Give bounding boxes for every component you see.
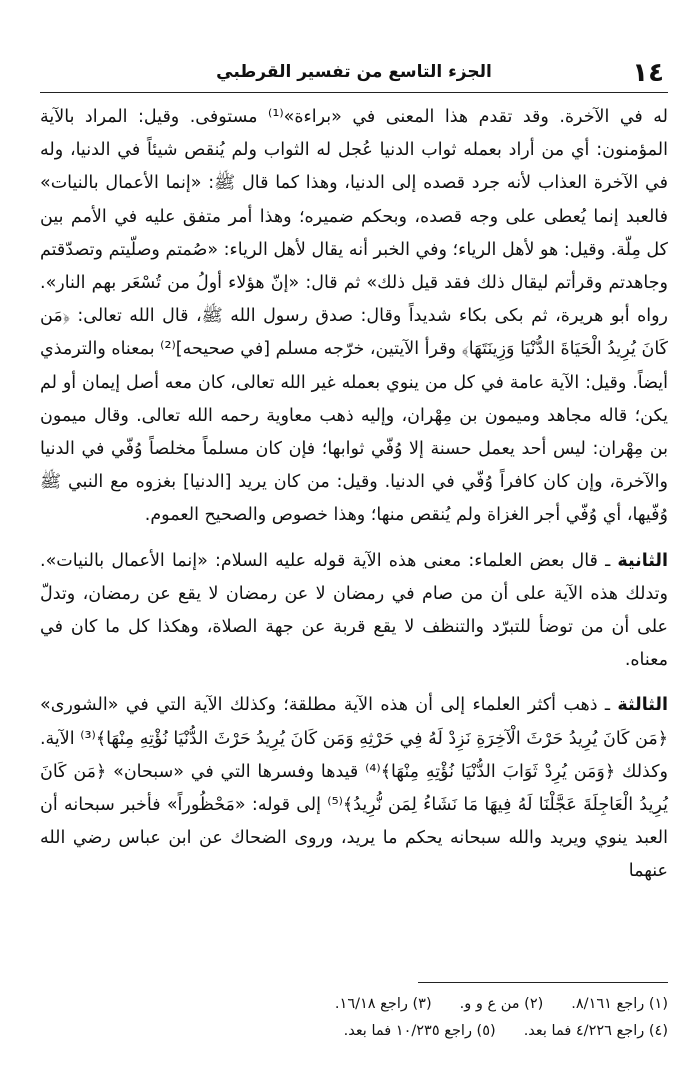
paragraph-lead: الثانية	[617, 550, 668, 571]
body-text	[40, 101, 668, 889]
footnote: (٥) راجع ١٠/٢٣٥ فما بعد.	[343, 1023, 496, 1039]
footnote: (٢) من ع و و.	[459, 996, 544, 1012]
paragraph	[40, 101, 668, 533]
footnotes	[40, 982, 668, 1045]
paragraph-lead: الثالثة	[617, 695, 668, 716]
paragraph-text: ـ قال بعض العلماء: معنى هذه الآية قوله عليه السلام: «إنما الأعمال بالنيات». وتدلك هذه الآية على أن من صام في رمضان لا عن رمضان لا يقع عن رمضان، وتدلّ على أن من توضأ للتبرّد والتنظف لا يقع قربة عن جهة الصلاة، وهكذا كل ما كان في معناه.	[40, 550, 668, 671]
running-header	[40, 52, 668, 93]
paragraph-text: له في الآخرة. وقد تقدم هذا المعنى في «براءة»⁽¹⁾ مستوفى. وقيل: المراد بالآية المؤمنون: أي من أراد بعمله ثواب الدنيا عُجل له الثواب ولم يُنقص شيئاً في الدنيا، وله في الآخرة العذاب لأنه جرد قصده إلى الدنيا، وهذا كما قال ﷺ: «إنما الأعمال بالنيات» فالعبد إنما يُعطى على وجه قصده، وبحكم ضميره؛ وهذا أمر متفق عليه في الأمم بين كل مِلّة. وقيل: هو لأهل الرياء؛ وفي الخبر أنه يقال لأهل الرياء: «صُمتم وصلّيتم وتصدّقتم وجاهدتم وقرأتم ليقال ذلك فقد قيل ذلك» ثم قال: «إنّ هؤلاء أولُ من تُسْعَر بهم النار». رواه أبو هريرة، ثم بكى بكاء شديداً وقال: صدق رسول الله ﷺ، قال الله تعالى: ﴿مَن كَانَ يُرِيدُ الْحَيَاةَ الدُّنْيَا وَزِينَتَهَا﴾ وقرأ الآيتين، خرّجه مسلم [في صحيحه]⁽²⁾ بمعناه والترمذي أيضاً. وقيل: الآية عامة في كل من ينوي بعمله غير الله تعالى، كان معه أصل إيمان أو لم يكن؛ قاله مجاهد وميمون بن مِهْران، وإليه ذهب معاوية رحمه الله تعالى. وقال ميمون بن مِهْران: ليس أحد يعمل حسنة إلا وُفّي ثوابها؛ فإن كان مسلماً مخلصاً وُفّي في الدنيا والآخرة، وإن كان كافراً وُفّي في الدنيا. وقيل: من كان يريد [الدنيا] بغزوه مع النبي ﷺ وُفّيها، أي وُفّي أجر الغزاة ولم يُنقص منها؛ وهذا خصوص والصحيح العموم.	[40, 107, 668, 526]
footnote-row	[40, 1018, 668, 1045]
footnote-row	[40, 991, 668, 1018]
paragraph	[40, 689, 668, 888]
page	[40, 52, 668, 889]
footnote: (١) راجع ٨/١٦١.	[571, 996, 668, 1012]
paragraph	[40, 545, 668, 678]
running-title: الجزء التاسع من تفسير القرطبي	[216, 62, 492, 82]
paragraph-text: ـ ذهب أكثر العلماء إلى أن هذه الآية مطلقة؛ وكذلك الآية التي في «الشورى» ﴿مَن كَانَ يُرِيدُ حَرْثَ الْآخِرَةِ نَزِدْ لَهُ فِي حَرْثِهِ وَمَن كَانَ يُرِيدُ حَرْثَ الدُّنْيَا نُؤْتِهِ مِنْهَا﴾⁽³⁾ الآية. وكذلك ﴿وَمَن يُرِدْ ثَوَابَ الدُّنْيَا نُؤْتِهِ مِنْهَا﴾⁽⁴⁾ قيدها وفسرها التي في «سبحان» ﴿مَن كَانَ يُرِيدُ الْعَاجِلَةَ عَجَّلْنَا لَهُ فِيهَا مَا نَشَاءُ لِمَن نُّرِيدُ﴾⁽⁵⁾ إلى قوله: «مَحْظُوراً» فأخبر سبحانه أن العبد ينوي ويريد والله سبحانه يحكم ما يريد، وروى الضحاك عن ابن عباس رضي الله عنهما	[39, 695, 668, 882]
footnote-divider	[418, 982, 668, 983]
page-number: ١٤	[632, 58, 664, 88]
footnote: (٤) راجع ٤/٢٢٦ فما بعد.	[523, 1023, 668, 1039]
footnote: (٣) راجع ١٦/١٨.	[334, 996, 432, 1012]
